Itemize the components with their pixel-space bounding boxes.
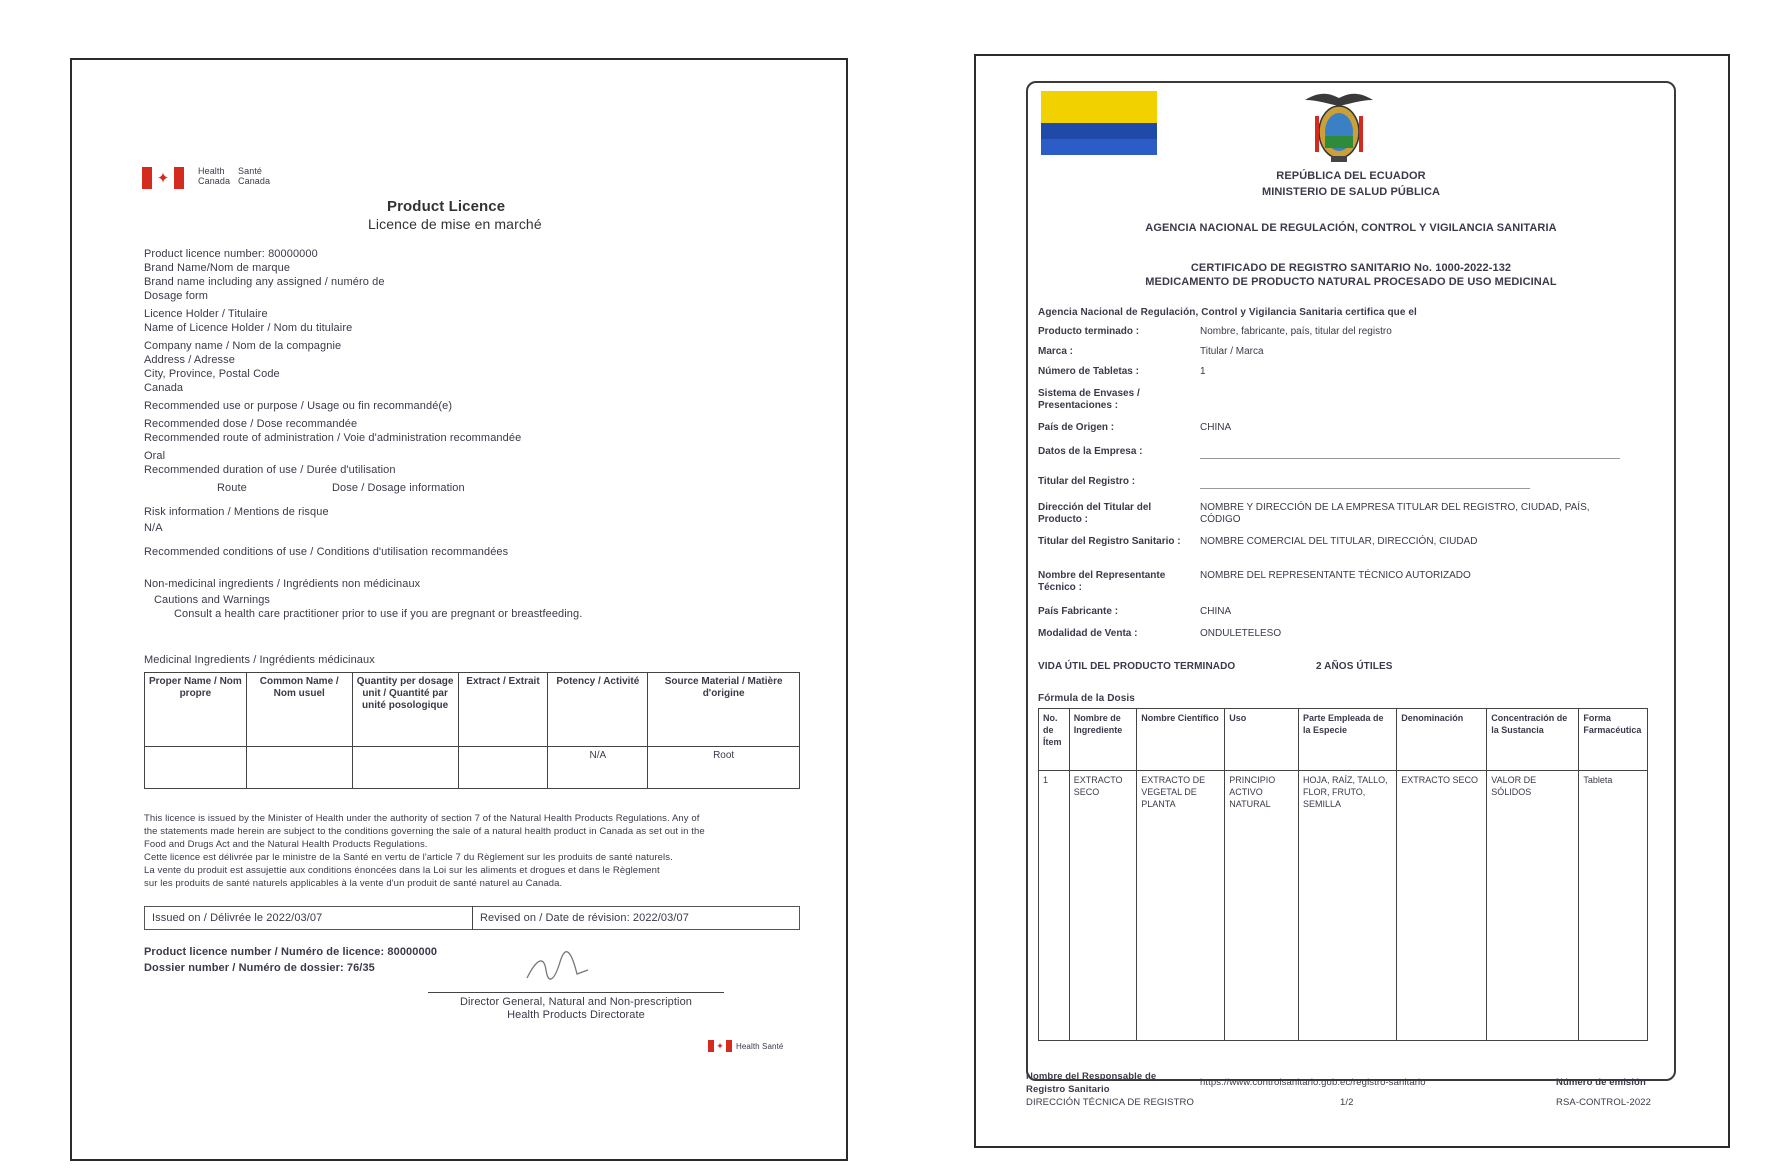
certificate-intro: Agencia Nacional de Regulación, Control y Vigilancia Sanitaria certifica que el [1038, 307, 1417, 318]
table-cell: N/A [548, 747, 648, 789]
info-line: Recommended duration of use / Durée d'utilisation [144, 464, 396, 476]
legal-paragraph-line: This licence is issued by the Minister of Health under the authority of section 7 of the Natural Health Products Regulations. Any of [144, 813, 700, 824]
header-dept-fr: Santé [238, 166, 263, 176]
info-line: Non-medicinal ingredients / Ingrédients non médicinaux [144, 578, 421, 590]
footer-page-number: 1/2 [1340, 1097, 1354, 1108]
certificate-title: CERTIFICADO DE REGISTRO SANITARIO No. 1000-2022-132 [1190, 262, 1512, 274]
table-cell [352, 747, 458, 789]
footer-left: DIRECCIÓN TÉCNICA DE REGISTRO [1026, 1097, 1194, 1108]
field-label: Sistema de Envases / Presentaciones : [1038, 388, 1140, 411]
canada-flag-small-icon: ✦ [708, 1040, 732, 1052]
table-header: Common Name / Nom usuel [246, 673, 352, 747]
table-row [145, 747, 800, 789]
republic-heading: REPÚBLICA DEL ECUADOR [1276, 170, 1426, 182]
field-label: Titular del Registro : [1038, 476, 1136, 487]
table-cell: Tableta [1579, 771, 1648, 1041]
footer-brand: Health Santé [736, 1042, 784, 1051]
field-value: Titular / Marca [1200, 346, 1264, 357]
table-cell: EXTRACTO DE VEGETAL DE PLANTA [1137, 771, 1225, 1041]
footer-right: RSA-CONTROL-2022 [1556, 1097, 1652, 1108]
redacted-line [1200, 458, 1620, 459]
shelf-life-value: 2 AÑOS ÚTILES [1316, 661, 1393, 672]
ecuador-flag-icon [1041, 91, 1157, 155]
table-header: Extract / Extrait [458, 673, 548, 747]
info-line: Recommended dose / Dose recommandée [144, 418, 358, 430]
table-header: Forma Farmacéutica [1579, 709, 1648, 771]
field-label: Número de Tabletas : [1038, 366, 1139, 377]
info-line: N/A [144, 522, 163, 534]
revision-date: Revised on / Date de révision: 2022/03/07 [480, 912, 689, 924]
field-value: CHINA [1200, 422, 1232, 433]
shelf-life-label: VIDA ÚTIL DEL PRODUCTO TERMINADO [1038, 661, 1236, 672]
field-value: ONDULETELESO [1200, 628, 1282, 639]
info-line: Route [217, 482, 247, 494]
canada-flag-icon: ✦ [142, 167, 184, 189]
legal-paragraph-line: La vente du produit est assujettie aux conditions énoncées dans la Loi sur les aliments et drogues et dans le Règlement [144, 865, 660, 876]
footer-dossier-number: Dossier number / Numéro de dossier: 76/35 [144, 962, 375, 974]
field-label: Nombre del Representante Técnico : [1038, 570, 1166, 593]
table-cell: Root [648, 747, 800, 789]
signature-caption: Health Products Directorate [507, 1009, 645, 1021]
footer-left: Nombre del Responsable de [1026, 1071, 1157, 1082]
field-label: Modalidad de Venta : [1038, 628, 1138, 639]
header-dept-en2: Canada [198, 176, 231, 186]
info-line: Dose / Dosage information [332, 482, 465, 494]
field-label: Titular del Registro Sanitario : [1038, 536, 1181, 547]
table-cell [246, 747, 352, 789]
field-label: País Fabricante : [1038, 606, 1119, 617]
licence-title-en: Product Licence [387, 198, 506, 215]
ecuador-sanitary-certificate-page [974, 54, 1730, 1148]
info-line: Risk information / Mentions de risque [144, 506, 329, 518]
table-header: Uso [1225, 709, 1299, 771]
table-header: Concentración de la Sustancia [1487, 709, 1579, 771]
legal-paragraph-line: sur les produits de santé naturels applicables à la vente d'un produit de santé naturel au Canada. [144, 878, 563, 889]
table-header: Quantity per dosage unit / Quantité par unité posologique [352, 673, 458, 747]
ecuador-coat-of-arms-icon [1301, 86, 1377, 166]
issue-date: Issued on / Délivrée le 2022/03/07 [152, 912, 323, 924]
info-line: Name of Licence Holder / Nom du titulaire [144, 322, 353, 334]
field-label: País de Origen : [1038, 422, 1115, 433]
legal-paragraph-line: Cette licence est délivrée par le ministre de la Santé en vertu de l'article 7 du Règlement sur les produits de santé naturels. [144, 852, 673, 863]
table-cell: HOJA, RAÍZ, TALLO, FLOR, FRUTO, SEMILLA [1298, 771, 1396, 1041]
table-cell [458, 747, 548, 789]
field-value: NOMBRE DEL REPRESENTANTE TÉCNICO AUTORIZADO [1200, 570, 1471, 581]
info-line: Consult a health care practitioner prior to use if you are pregnant or breastfeeding. [174, 608, 583, 620]
info-line: Address / Adresse [144, 354, 235, 366]
info-line: City, Province, Postal Code [144, 368, 280, 380]
formula-table [1038, 708, 1648, 1041]
field-label: Marca : [1038, 346, 1074, 357]
footer-licence-number: Product licence number / Numéro de licence: 80000000 [144, 946, 438, 958]
info-line: Licence Holder / Titulaire [144, 308, 268, 320]
field-value: Nombre, fabricante, país, titular del registro [1200, 326, 1392, 337]
signature-image [522, 948, 592, 988]
header-dept-en: Health [198, 166, 225, 176]
signature-line [428, 992, 724, 993]
info-line: Recommended conditions of use / Conditions d'utilisation recommandées [144, 546, 509, 558]
table-cell: EXTRACTO SECO [1069, 771, 1137, 1041]
info-line: Recommended use or purpose / Usage ou fin recommandé(e) [144, 400, 453, 412]
certificate-subtitle: MEDICAMENTO DE PRODUCTO NATURAL PROCESADO DE USO MEDICINAL [1145, 276, 1557, 288]
medicinal-ingredients-table [144, 672, 800, 789]
table-cell: PRINCIPIO ACTIVO NATURAL [1225, 771, 1299, 1041]
canada-product-licence-page [70, 58, 848, 1161]
table-cell: EXTRACTO SECO [1397, 771, 1487, 1041]
info-line: Dosage form [144, 290, 209, 302]
info-line: Canada [144, 382, 184, 394]
redacted-line [1200, 488, 1530, 489]
table-header: Proper Name / Nom propre [145, 673, 247, 747]
legal-paragraph-line: Food and Drugs Act and the Natural Health Products Regulations. [144, 839, 428, 850]
field-label: Datos de la Empresa : [1038, 446, 1143, 457]
info-line: Product licence number: 80000000 [144, 248, 318, 260]
info-line: Oral [144, 450, 166, 462]
footer-right: Número de emisión [1556, 1077, 1646, 1088]
field-label: Dirección del Titular del Producto : [1038, 502, 1152, 525]
table-header: Source Material / Matière d'origine [648, 673, 800, 747]
table-header: Nombre Científico [1137, 709, 1225, 771]
formula-table-caption: Fórmula de la Dosis [1038, 693, 1135, 704]
licence-title-fr: Licence de mise en marché [368, 216, 542, 232]
table-header: Parte Empleada de la Especie [1298, 709, 1396, 771]
footer-url: https://www.controlsanitario.gob.ec/registro-sanitario [1200, 1077, 1426, 1088]
agency-heading: AGENCIA NACIONAL DE REGULACIÓN, CONTROL Y VIGILANCIA SANITARIA [1145, 222, 1557, 234]
table-row [1039, 771, 1648, 1041]
field-label: Producto terminado : [1038, 326, 1140, 337]
info-line: Recommended route of administration / Voie d'administration recommandée [144, 432, 522, 444]
table-header: Potency / Activité [548, 673, 648, 747]
table-cell [145, 747, 247, 789]
table-header: No. de Ítem [1039, 709, 1070, 771]
info-line: Medicinal Ingredients / Ingrédients médicinaux [144, 654, 375, 666]
field-value: 1 [1200, 366, 1206, 377]
header-dept-fr2: Canada [238, 176, 271, 186]
field-value: NOMBRE COMERCIAL DEL TITULAR, DIRECCIÓN, CIUDAD [1200, 536, 1478, 547]
info-line: Company name / Nom de la compagnie [144, 340, 342, 352]
table-header: Denominación [1397, 709, 1487, 771]
info-line: Cautions and Warnings [154, 594, 271, 606]
info-line: Brand Name/Nom de marque [144, 262, 291, 274]
table-header: Nombre de Ingrediente [1069, 709, 1137, 771]
field-value: CHINA [1200, 606, 1232, 617]
ministry-heading: MINISTERIO DE SALUD PÚBLICA [1261, 186, 1441, 198]
footer-left: Registro Sanitario [1026, 1084, 1110, 1095]
table-cell: VALOR DE SÓLIDOS [1487, 771, 1579, 1041]
date-box-divider [472, 906, 473, 930]
field-value: NOMBRE Y DIRECCIÓN DE LA EMPRESA TITULAR DEL REGISTRO, CIUDAD, PAÍS, CÓDIGO [1200, 502, 1590, 525]
legal-paragraph-line: the statements made herein are subject to the conditions governing the sale of a natural health product in Canada as set out in the [144, 826, 705, 837]
info-line: Brand name including any assigned / numéro de [144, 276, 385, 288]
table-cell: 1 [1039, 771, 1070, 1041]
signature-caption: Director General, Natural and Non-prescription [459, 996, 693, 1008]
